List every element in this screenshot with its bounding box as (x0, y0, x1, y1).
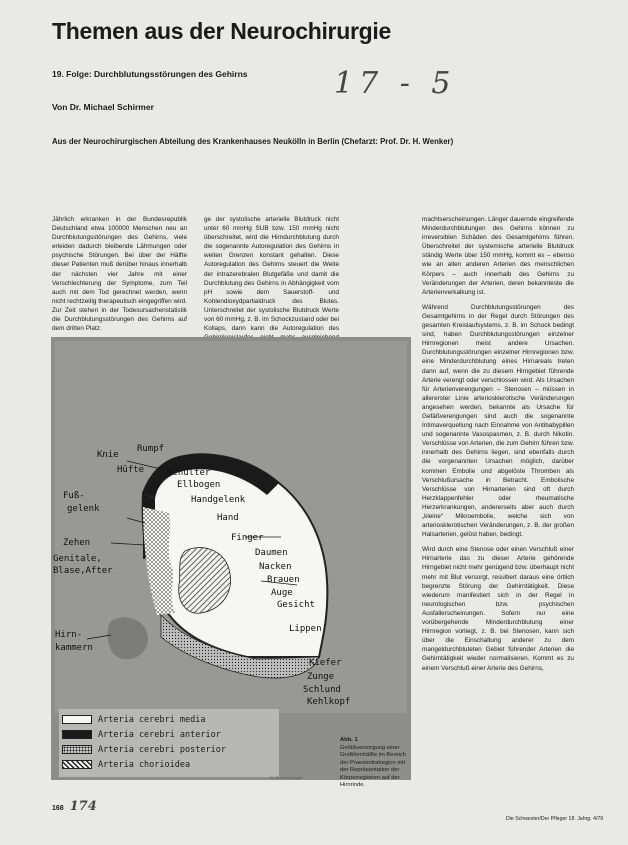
paragraph: Während Durchblutungsstörungen des Gesamtgehirns in der Regel durch Störungen des gesamten Kreislaufsystems, z. B. im Schock bedingt sind, haben Durchblutungsstörungen einzelner Hirnregionen meist andere Ursachen. Durchblutungsstörungen einzelner Hirnregionen bzw. eine Minderdurchblutung eines Hirnareals treten dann auf, wenn die zu diesem Hirngebiet führende Arterie verengt oder verschlossen wird. Als Ursachen für Arterienverengungen – Stenosen – müssen in allererster Linie arteriosklerotische Veränderungen angesehen werden, bekannte als Ursache für Gefäßverengungen sind auch die sogenannte Intimaverquellung nach Einnahme von Antibabypillen und sogenannte Vasospasmen, z. B. durch Nikotin. Verschlüsse von Arterien, die zum Gehirn führen bzw. innerhalb des Gehirns liegen, sind ebenfalls durch die vorgenannten Ursachen möglich, darüber kommen Embolie und abgelöste Thromben als Verschlußursache in Betracht. Embolische Verschlüsse von Hirnarterien sind oft durch Herzklappenfehler oder rheumatische Herzerkrankungen, andererseits aber auch durch „kleine“ Mikroembolie, welche sich von arteriosklerotischen Veränderungen, z. B. der großen Halsarterien, gelöst haben, bedingt. (422, 303, 574, 539)
caption-title: Abb. 1 (340, 737, 358, 743)
label-brauen: Brauen (267, 575, 300, 585)
legend-label: Arteria cerebri anterior (98, 729, 221, 740)
label-nacken: Nacken (259, 562, 292, 572)
label-handgelenk: Handgelenk (191, 495, 246, 505)
label-hirnkammern-2: kammern (55, 643, 93, 653)
page-number (52, 799, 97, 814)
figure-credit: W. Bortenschlager (270, 775, 303, 780)
page-number-handwritten: 174 (69, 799, 97, 814)
label-finger: Finger (231, 533, 264, 543)
legend-swatch-chorioidea (62, 760, 92, 769)
label-kehlkopf: Kehlkopf (307, 697, 351, 707)
legend-item (62, 742, 226, 757)
label-rumpf: Rumpf (137, 444, 165, 454)
label-fussgelenk-2: gelenk (67, 504, 100, 514)
page-number-print: 168 (52, 805, 64, 812)
figure-legend (62, 712, 226, 772)
author-line: Von Dr. Michael Schirmer (52, 102, 154, 112)
label-gesicht: Gesicht (277, 600, 315, 610)
label-genitale: Genitale, (53, 554, 102, 564)
legend-label: Arteria chorioidea (98, 759, 191, 770)
label-hirnkammern: Hirn- (55, 630, 83, 640)
legend-item (62, 727, 226, 742)
label-zehen: Zehen (63, 538, 91, 548)
caption-text: Gefäßversorgung einer Großhirnhälfte im Bereich der Praezentralregion mit der Repräsentation der Körperregionen auf der Hirnrinde. (340, 744, 407, 788)
label-schlund: Schlund (303, 685, 341, 695)
label-zunge: Zunge (307, 672, 335, 682)
article-title: Themen aus der Neurochirurgie (52, 18, 391, 44)
legend-item (62, 712, 226, 727)
label-auge: Auge (271, 588, 293, 598)
paragraph: Wird durch eine Stenose oder einen Verschluß einer Hirnarterie das zu dieser Arterie gehörende Hirngebiet nicht mehr genügend bzw. überhaupt nicht mehr mit Blut versorgt, resultiert daraus eine örtlich begrenzte Störung der Gehirntätigkeit. Diese wiederum manifestiert sich in der Regel in neurologischen bzw. psychischen Ausfallerscheinungen. Sofern nur eine vorübergehende Minderdurchblutung einer Hirnregion vorliegt, z. B. bei Stenosen, kann sich über die Einschaltung anderer zu dem mangeldurchbluteten Gebiet führender Arterien die Gehirntätigkeit wieder normalisieren. Kommt es zu einem Verschluß einer Arterie des Gehirns, (422, 546, 574, 672)
figure-caption (340, 737, 410, 790)
legend-swatch-posterior (62, 745, 92, 754)
journal-footer: Die Schwester/Der Pfleger 18. Jahrg. 4/79 (506, 816, 604, 822)
paragraph: Jährlich erkranken in der Bundesrepublik Deutschland etwa 100000 Menschen neu an Durchblutungsstörungen des Gehirns, viele erleiden dadurch bleibende Lähmungen oder psychische Störungen. Bei über der Hälfte dieser Patienten muß derüber hinaus innerhalb der nächsten vier Jahre mit einer Verschlechterung der Symptome, zum Teil auch mit dem Tod gerechnet werden, wenn nicht rechtzeitig therapeutisch eingegriffen wird. Zur Zeit stehen in der Todesursachenstatistik die Durchblutungsstörungen des Gehirns auf dem dritten Platz. (52, 216, 187, 333)
text-column-3 (422, 215, 574, 679)
legend-swatch-anterior (62, 730, 92, 739)
label-hand: Hand (217, 513, 239, 523)
paragraph: machtserscheinungen. Länger dauernde eingreifende Minderdurchblutungen des Gehirns können zu irreversiblen Schäden des Gesamtgehirns führen. Überschreitet der systemische arterielle Blutdruck ständig Werte über 150 mmHg, kommt es – ebenso wie an allen anderen Arterien des menschlichen Körpers – auch innerhalb des Gehirns zu Veränderungen der Arterien, deren bekannteste die Arterienverkalkung ist. (422, 216, 574, 296)
paragraph: ge der systolische arterielle Blutdruck nicht unter 60 mmHg SUB bzw. 150 mmHg nicht überschreitet, wird die Hirndurchblutung durch die sogenannte Autoregulation des Gehirns in weiten Grenzen konstant gehalten. Diese Autoregulation des Gehirns steuert die Weite der intrazerebralen Blutgefäße und damit die Durchblutung des Gehirns in Abhängigkeit vom pH sowie dem Sauerstoff- und Kohlendioxydpartialdruck des Blutes. Unterschreitet der systolische Blutdruck Werte von 60 mmHg, z. B. im Schockzustand oder bei Kollaps, dann kann die Autoregulation des (204, 216, 339, 333)
label-schulter: Schulter (167, 468, 211, 478)
label-ellbogen: Ellbogen (177, 480, 221, 490)
legend-item (62, 757, 226, 772)
label-lippen: Lippen (289, 624, 322, 634)
legend-label: Arteria cerebri posterior (98, 744, 226, 755)
series-subtitle: 19. Folge: Durchblutungsstörungen des Gehirns (52, 69, 248, 79)
department-line: Aus der Neurochirurgischen Abteilung des Krankenhauses Neukölln in Berlin (Chefarzt: Prof. Dr. H. Wenker) (52, 137, 454, 146)
label-fussgelenk: Fuß- (63, 491, 85, 501)
legend-label: Arteria cerebri media (98, 714, 206, 725)
label-knie: Knie (97, 450, 119, 460)
label-genitale-2: Blase,After (53, 566, 113, 576)
handwritten-note: 17 - 5 (334, 66, 457, 101)
label-huefte: Hüfte (117, 465, 145, 475)
label-daumen: Daumen (255, 548, 288, 558)
legend-swatch-media (62, 715, 92, 724)
label-kiefer: Kiefer (309, 658, 342, 668)
